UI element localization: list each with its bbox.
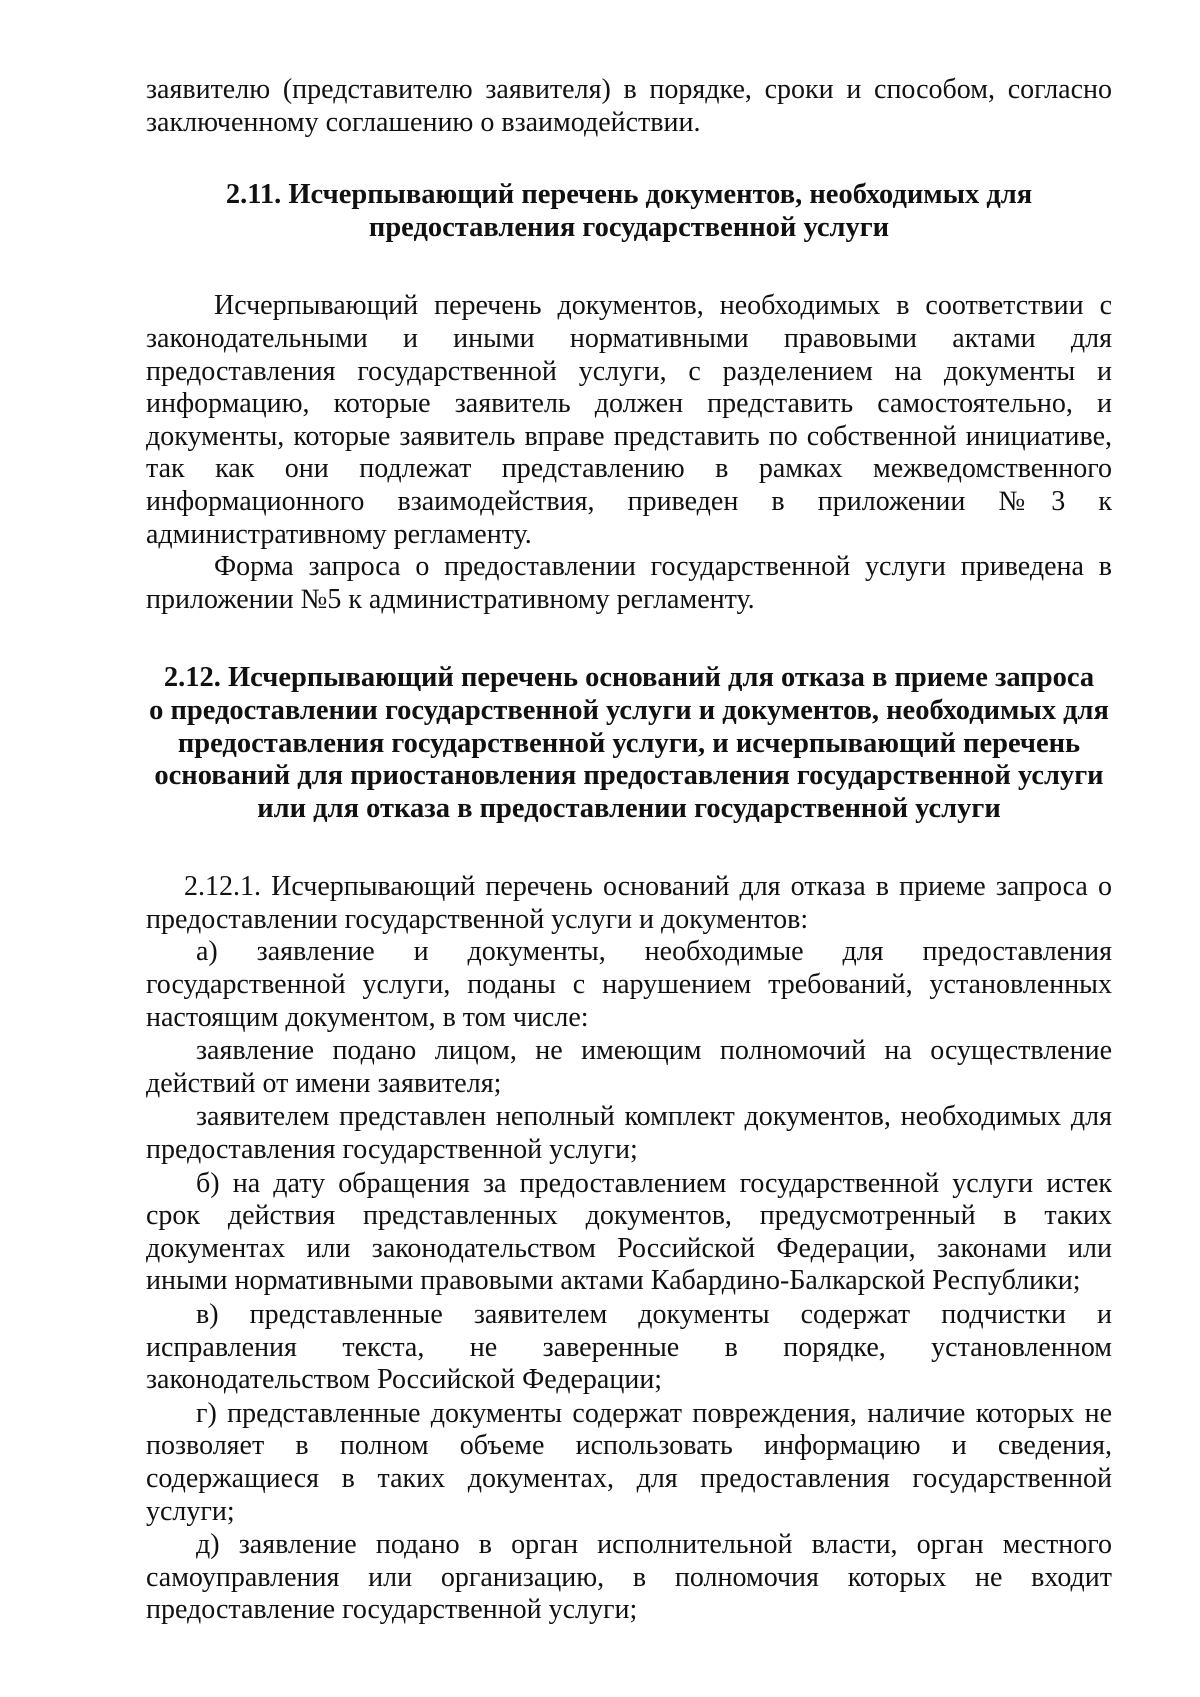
list-item-v: в) представленные заявителем документы содержат подчистки и исправления текста, не заверенные в порядке, установленном законодательством Российской Федерации; — [146, 1299, 1112, 1396]
list-item-a-subitem: заявление подано лицом, не имеющим полномочий на осуществление действий от имени заявителя; — [146, 1035, 1112, 1099]
document-body — [146, 74, 1112, 1627]
section-2-12-heading-line: или для отказа в предоставлении государственной услуги — [257, 792, 1001, 824]
section-2-12-heading-line: 2.12. Исчерпывающий перечень оснований для отказа в приеме запроса — [163, 662, 1095, 694]
section-2-12-heading-line: о предоставлении государственной услуги и документов, необходимых для — [149, 694, 1109, 726]
list-item-a: а) заявление и документы, необходимые для предоставления государственной услуги, поданы с нарушением требований, установленных настоящим документом, в том числе: — [146, 936, 1112, 1033]
list-item-d: д) заявление подано в орган исполнительной власти, орган местного самоуправления или организацию, в полномочия которых не входит предоставление государственной услуги; — [146, 1529, 1112, 1626]
section-2-12-heading-line: предоставления государственной услуги, и исчерпывающий перечень — [177, 727, 1081, 759]
section-2-11-heading — [146, 179, 1112, 244]
list-item-b: б) на дату обращения за предоставлением государственной услуги истек срок действия представленных документов, предусмотренный в таких документах или законодательством Российской Федерации, законами или иными нормативными правовыми актами Кабардино-Балкарской Республики; — [146, 1167, 1112, 1297]
section-2-11-heading-line: 2.11. Исчерпывающий перечень документов, необходимых для — [225, 179, 1033, 211]
section-2-11-paragraph-documents-list: Исчерпывающий перечень документов, необходимых в соответствии с законодательными и иными нормативными правовыми актами для предоставления государственной услуги, с разделением на документы и информацию, которые заявитель должен представить самостоятельно, и документы, которые заявитель вправе представить по собственной инициативе, так как они подлежат представлению в рамках межведомственного информационного взаимодействия, приведен в приложении №3 к административному регламенту. — [146, 290, 1112, 550]
section-2-11-paragraph-request-form: Форма запроса о предоставлении государственной услуги приведена в приложении №5 к административному регламенту. — [146, 551, 1112, 615]
intro-paragraph: заявителю (представителю заявителя) в порядке, сроки и способом, согласно заключенному соглашению о взаимодействии. — [146, 74, 1112, 138]
paragraph-2-12-1: 2.12.1. Исчерпывающий перечень оснований для отказа в приеме запроса о предоставлении государственной услуги и документов: — [146, 871, 1112, 935]
section-2-12-heading-line: оснований для приостановления предоставления государственной услуги — [154, 760, 1104, 792]
section-2-11-heading-line: предоставления государственной услуги — [368, 211, 890, 243]
list-item-a-subitem: заявителем представлен неполный комплект документов, необходимых для предоставления государственной услуги; — [146, 1101, 1112, 1166]
section-2-12-heading — [146, 662, 1112, 825]
list-item-g: г) представленные документы содержат повреждения, наличие которых не позволяет в полном объеме использовать информацию и сведения, содержащиеся в таких документах, для предоставления государственной услуги; — [146, 1397, 1112, 1527]
